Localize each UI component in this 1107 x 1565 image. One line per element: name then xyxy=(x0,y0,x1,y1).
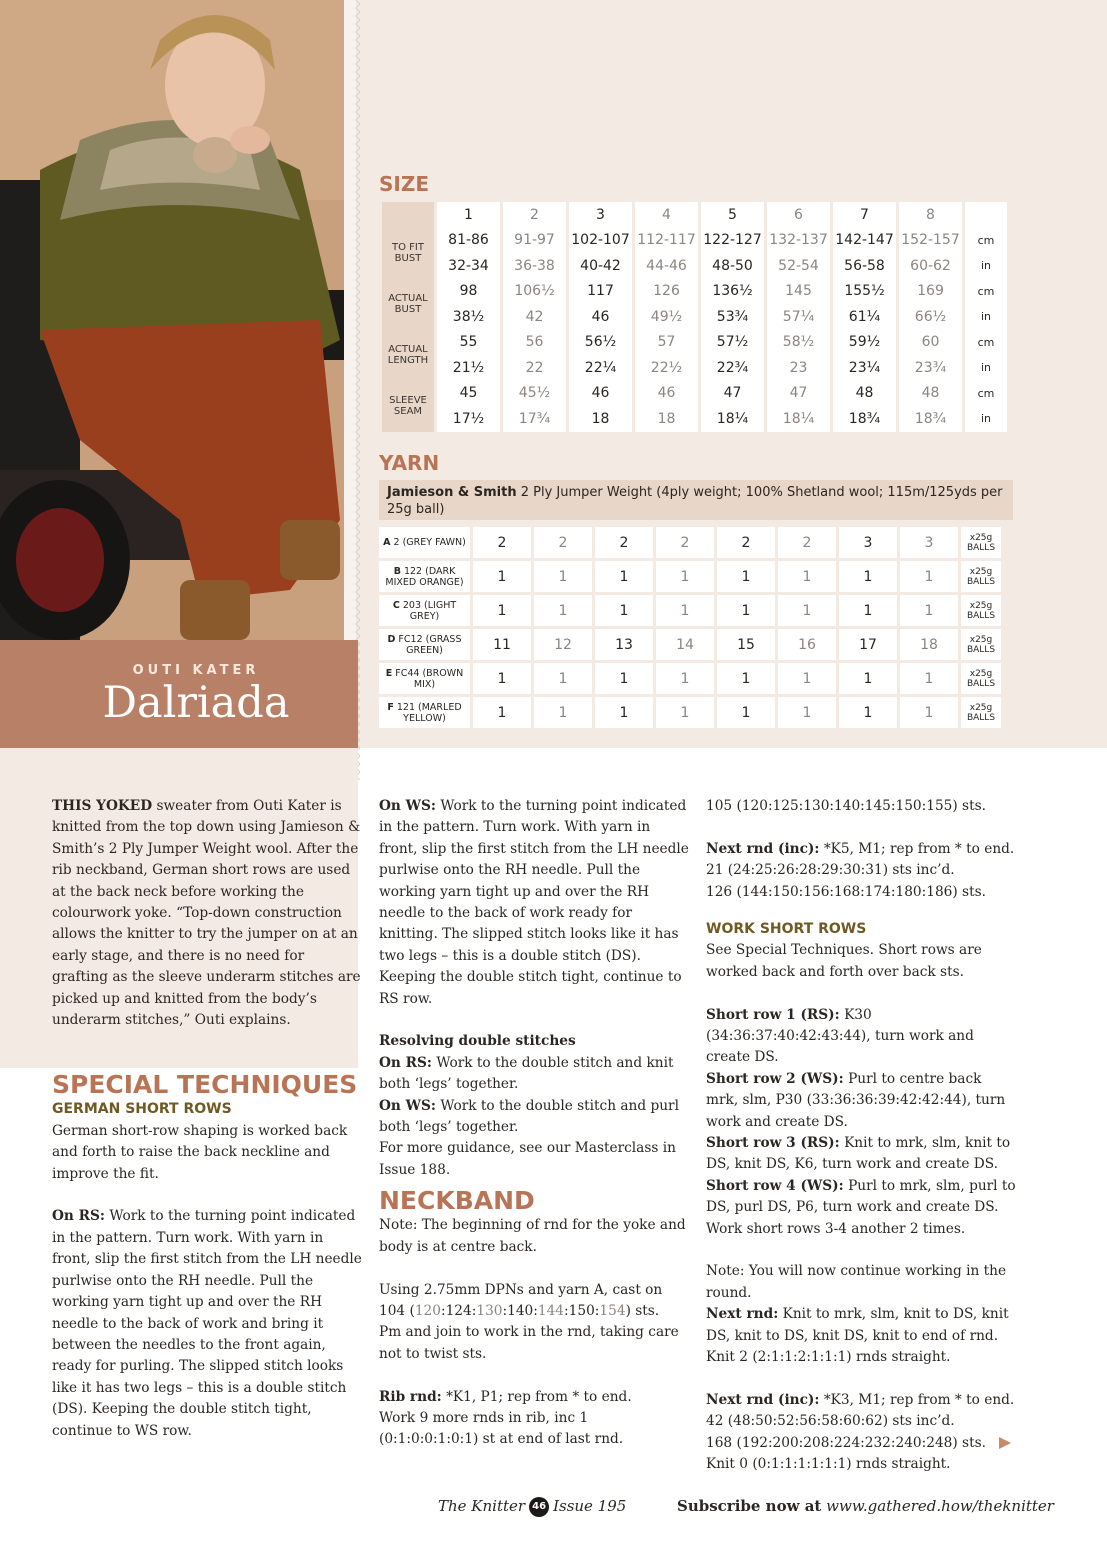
short-row-3 xyxy=(706,1133,1016,1176)
size-unit: cm xyxy=(965,228,1007,254)
size-cell: 18¾ xyxy=(899,406,962,432)
size-cell: 52-54 xyxy=(767,253,830,279)
yarn-cell: 1 xyxy=(900,697,958,728)
yarn-spec: 2 Ply Jumper Weight (4ply weight; 100% Shetland wool; 115m/125yds per 25g ball) xyxy=(387,485,1003,517)
yarn-cell: 1 xyxy=(778,561,836,592)
column-1 xyxy=(52,796,362,1442)
yarn-cell: 1 xyxy=(473,595,531,626)
size-header-row xyxy=(382,202,1007,228)
cast-on-post: ) sts. xyxy=(625,1302,660,1319)
size-cell: 47 xyxy=(701,381,764,407)
resolve-ws xyxy=(379,1096,691,1139)
cast-on-n2: 124 xyxy=(445,1302,472,1319)
subscribe-label: Subscribe now at xyxy=(677,1497,822,1515)
on-ws-text: Work to the turning point indicated in the pattern. Turn work. With yarn in front, slip the first stitch from the LH needle purlwise onto the RH needle. Pull the working yarn tight up and over the RH needle to the back of work ready for knitting. The slipped stitch looks like it has two legs – this is a double stitch (DS). Keeping the double stitch tight, continue to RS row. xyxy=(379,798,689,1007)
subscribe-url[interactable]: www.gathered.how/theknitter xyxy=(826,1497,1054,1515)
size-cell: 36-38 xyxy=(503,253,566,279)
rib-label: Rib rnd: xyxy=(379,1388,442,1405)
german-intro: German short-row shaping is worked back and forth to raise the back neckline and improve the fit. xyxy=(52,1122,348,1182)
yarn-row xyxy=(379,629,1001,660)
yarn-cell: 1 xyxy=(900,595,958,626)
yarn-cell: 13 xyxy=(595,629,653,660)
size-row xyxy=(382,253,1007,279)
size-column-header: 6 xyxy=(767,202,830,228)
yarn-shade-label xyxy=(379,595,470,626)
size-column-header: 3 xyxy=(569,202,632,228)
yarn-unit: x25g BALLS xyxy=(961,697,1001,728)
cast-on-n4: 140 xyxy=(507,1302,534,1319)
footer-subscribe xyxy=(677,1497,1054,1515)
on-ws-paragraph xyxy=(379,796,691,1010)
issue-label: Issue 195 xyxy=(553,1497,627,1515)
resolve-rs-text: Work to the double stitch and knit both ‘legs’ together. xyxy=(379,1054,674,1093)
yarn-shade-label xyxy=(379,663,470,694)
cast-on-instruction: Using 2.75mm DPNs and yarn A, cast on 104 (120:124:130:140:144:150:154) sts. xyxy=(379,1281,663,1319)
join-instruction: Pm and join to work in the rnd, taking care not to twist sts. xyxy=(379,1324,679,1362)
yarn-cell: 18 xyxy=(900,629,958,660)
size-cell: 46 xyxy=(569,304,632,330)
yarn-cell: 1 xyxy=(839,595,897,626)
sts-line: 126 (144:150:156:168:174:180:186) sts. xyxy=(706,883,986,900)
yarn-row xyxy=(379,595,1001,626)
yarn-brand: Jamieson & Smith xyxy=(387,485,517,500)
yarn-cell: 1 xyxy=(656,697,714,728)
knit-0: Knit 0 (0:1:1:1:1:1:1) rnds straight. xyxy=(706,1456,951,1473)
yarn-cell: 1 xyxy=(778,595,836,626)
next-rnd-3 xyxy=(706,1390,1016,1411)
on-rs-label: On RS: xyxy=(52,1208,105,1225)
yarn-shade-code: F xyxy=(387,701,394,713)
size-column-header: 4 xyxy=(635,202,698,228)
cast-on-n1: 120 xyxy=(414,1302,441,1319)
yarn-cell: 1 xyxy=(900,561,958,592)
german-short-rows-heading: GERMAN SHORT ROWS xyxy=(52,1101,232,1118)
yarn-cell: 1 xyxy=(534,663,592,694)
page-number-badge: 46 xyxy=(529,1497,549,1517)
size-cell: 56-58 xyxy=(833,253,896,279)
yarn-shade-name: 203 (LIGHT GREY) xyxy=(402,599,457,622)
yarn-cell: 1 xyxy=(656,561,714,592)
size-column-header: 8 xyxy=(899,202,962,228)
size-cell: 22 xyxy=(503,355,566,381)
inc-line-2: 42 (48:50:52:56:58:60:62) sts inc’d. xyxy=(706,1413,955,1430)
yarn-cell: 1 xyxy=(595,697,653,728)
yarn-cell: 2 xyxy=(595,527,653,558)
cast-on-n6: 150 xyxy=(568,1302,595,1319)
yarn-cell: 2 xyxy=(473,527,531,558)
size-unit: cm xyxy=(965,330,1007,356)
next-rnd-label: Next rnd (inc): xyxy=(706,840,820,857)
size-unit: in xyxy=(965,406,1007,432)
size-cell: 60-62 xyxy=(899,253,962,279)
size-cell: 17¾ xyxy=(503,406,566,432)
yarn-shade-label xyxy=(379,561,470,592)
size-cell: 126 xyxy=(635,279,698,305)
yarn-cell: 1 xyxy=(534,561,592,592)
yarn-row xyxy=(379,527,1001,558)
size-cell: 155½ xyxy=(833,279,896,305)
yarn-shade-label xyxy=(379,527,470,558)
size-cell: 48 xyxy=(899,381,962,407)
yarn-table xyxy=(376,524,1004,731)
yarn-unit: x25g BALLS xyxy=(961,663,1001,694)
yarn-shade-name: FC12 (GRASS GREEN) xyxy=(398,633,462,656)
yarn-shade-label xyxy=(379,629,470,660)
yarn-description xyxy=(379,480,1013,520)
size-cell: 57 xyxy=(635,330,698,356)
resolve-ws-text: Work to the double stitch and purl both ‘legs’ together. xyxy=(379,1097,679,1136)
yarn-shade-code: C xyxy=(392,599,400,611)
yarn-cell: 1 xyxy=(778,697,836,728)
size-cell: 48-50 xyxy=(701,253,764,279)
yarn-cell: 1 xyxy=(839,561,897,592)
repeat-instruction: Work short rows 3-4 another 2 times. xyxy=(706,1220,966,1237)
size-table xyxy=(379,202,1010,432)
size-cell: 59½ xyxy=(833,330,896,356)
column-2 xyxy=(379,796,691,1451)
on-ws-label: On WS: xyxy=(379,798,436,814)
yarn-cell: 1 xyxy=(534,595,592,626)
sr3-text: Knit to mrk, slm, knit to DS, knit DS, K6, turn work and create DS. xyxy=(706,1135,1011,1173)
size-heading: SIZE xyxy=(379,172,430,196)
yarn-cell: 1 xyxy=(839,663,897,694)
size-column-header: 2 xyxy=(503,202,566,228)
next-rnd3-label: Next rnd (inc): xyxy=(706,1391,820,1408)
yarn-shade-label xyxy=(379,697,470,728)
size-cell: 46 xyxy=(569,381,632,407)
size-row xyxy=(382,355,1007,381)
yarn-shade-name: 122 (DARK MIXED ORANGE) xyxy=(385,565,464,588)
yarn-row xyxy=(379,663,1001,694)
cast-on-pre: Using 2.75mm DPNs and yarn A, cast on 104 ( xyxy=(379,1281,663,1319)
short-row-2 xyxy=(706,1069,1016,1133)
size-cell: 81-86 xyxy=(437,228,500,254)
size-unit: in xyxy=(965,253,1007,279)
column-3 xyxy=(706,796,1016,1476)
resolve-rs xyxy=(379,1053,691,1096)
size-row xyxy=(382,228,1007,254)
size-cell: 152-157 xyxy=(899,228,962,254)
knit-2: Knit 2 (2:1:1:2:1:1:1) rnds straight. xyxy=(706,1349,951,1366)
size-cell: 45 xyxy=(437,381,500,407)
wsr-intro: See Special Techniques. Short rows are worked back and forth over back sts. xyxy=(706,942,982,980)
size-cell: 23¼ xyxy=(833,355,896,381)
next-rnd2-text: Knit to mrk, slm, knit to DS, knit DS, knit to DS, knit DS, knit to end of rnd. xyxy=(706,1306,1009,1344)
sr3-label: Short row 3 (RS): xyxy=(706,1135,840,1152)
designer-name: OUTI KATER xyxy=(132,663,260,678)
rib-text: *K1, P1; rep from * to end. xyxy=(446,1388,632,1405)
next-rnd2-label: Next rnd: xyxy=(706,1306,779,1323)
size-unit: cm xyxy=(965,381,1007,407)
size-cell: 46 xyxy=(635,381,698,407)
size-cell: 48 xyxy=(833,381,896,407)
neckband-result: 105 (120:125:130:140:145:150:155) sts. xyxy=(706,798,986,814)
size-unit: cm xyxy=(965,279,1007,305)
yarn-unit: x25g BALLS xyxy=(961,527,1001,558)
size-cell: 98 xyxy=(437,279,500,305)
inc-line: 21 (24:25:26:28:29:30:31) sts inc’d. xyxy=(706,862,955,879)
on-rs-paragraph xyxy=(52,1206,362,1441)
footer-magazine xyxy=(438,1497,626,1517)
size-cell: 17½ xyxy=(437,406,500,432)
yarn-cell: 2 xyxy=(534,527,592,558)
size-cell: 23 xyxy=(767,355,830,381)
size-cell: 23¾ xyxy=(899,355,962,381)
yarn-cell: 1 xyxy=(595,663,653,694)
cast-on-n3: 130 xyxy=(476,1302,503,1319)
yarn-heading: YARN xyxy=(379,451,440,475)
size-cell: 57¼ xyxy=(767,304,830,330)
size-cell: 21½ xyxy=(437,355,500,381)
yarn-cell: 1 xyxy=(473,561,531,592)
yarn-shade-name: 2 (GREY FAWN) xyxy=(393,537,466,548)
size-cell: 22¼ xyxy=(569,355,632,381)
resolving-heading xyxy=(379,1031,691,1052)
sr2-label: Short row 2 (WS): xyxy=(706,1070,844,1087)
yarn-cell: 3 xyxy=(839,527,897,558)
size-row-label: ACTUAL BUST xyxy=(382,279,434,330)
size-cell: 42 xyxy=(503,304,566,330)
size-cell: 32-34 xyxy=(437,253,500,279)
magazine-name: The Knitter xyxy=(438,1497,526,1515)
size-cell: 122-127 xyxy=(701,228,764,254)
continue-arrow-icon xyxy=(999,1437,1011,1449)
special-techniques-heading: SPECIAL TECHNIQUES xyxy=(52,1070,358,1100)
size-cell: 117 xyxy=(569,279,632,305)
intro-text: sweater from Outi Kater is knitted from the top down using Jamieson & Smith’s 2 Ply Jumper Weight wool. After the rib neckband, German short rows are used at the back neck before working the colourwork yoke. “Top-down construction allows the knitter to try the jumper on at an early stage, and there is no need for grafting as the sleeve underarm stitches are picked up and knitted from the body’s underarm stitches,” Outi explains. xyxy=(52,798,361,1029)
yarn-cell: 14 xyxy=(656,629,714,660)
next-rnd-inc xyxy=(706,839,1016,860)
rib-round xyxy=(379,1387,691,1408)
size-unit: in xyxy=(965,355,1007,381)
size-cell: 45½ xyxy=(503,381,566,407)
yarn-cell: 1 xyxy=(473,663,531,694)
yarn-cell: 2 xyxy=(717,527,775,558)
next-rnd3-text: *K3, M1; rep from * to end. xyxy=(823,1391,1015,1408)
yarn-cell: 1 xyxy=(717,595,775,626)
yarn-cell: 1 xyxy=(473,697,531,728)
size-column-header: 7 xyxy=(833,202,896,228)
size-cell: 102-107 xyxy=(569,228,632,254)
yarn-cell: 11 xyxy=(473,629,531,660)
short-row-1 xyxy=(706,1005,1016,1069)
size-cell: 18¼ xyxy=(767,406,830,432)
size-cell: 142-147 xyxy=(833,228,896,254)
yarn-cell: 15 xyxy=(717,629,775,660)
on-rs-text: Work to the turning point indicated in the pattern. Turn work. With yarn in front, slip the first stitch from the LH needle purlwise onto the RH needle. Pull the working yarn tight up and over the RH needle to the back of work and bring it between the needles to the front again, ready for purling. The slipped stitch looks like it has two legs – this is a double stitch (DS). Keeping the double stitch tight, continue to WS row. xyxy=(52,1208,362,1439)
yarn-unit: x25g BALLS xyxy=(961,561,1001,592)
yarn-cell: 1 xyxy=(717,663,775,694)
yarn-cell: 1 xyxy=(717,561,775,592)
yarn-shade-code: B xyxy=(393,565,401,577)
sr1-text: K30 (34:36:37:40:42:43:44), turn work and create DS. xyxy=(706,1006,974,1066)
size-cell: 18 xyxy=(635,406,698,432)
yarn-cell: 1 xyxy=(778,663,836,694)
size-cell: 44-46 xyxy=(635,253,698,279)
yarn-cell: 1 xyxy=(717,697,775,728)
yarn-cell: 1 xyxy=(839,697,897,728)
size-cell: 22½ xyxy=(635,355,698,381)
model-photo xyxy=(0,0,346,640)
size-cell: 49½ xyxy=(635,304,698,330)
neckband-heading: NECKBAND xyxy=(379,1186,535,1216)
size-cell: 47 xyxy=(767,381,830,407)
yarn-unit: x25g BALLS xyxy=(961,629,1001,660)
round-note: Note: You will now continue working in the round. xyxy=(706,1263,1007,1301)
pattern-title: Dalriada xyxy=(102,678,290,728)
size-cell: 22¾ xyxy=(701,355,764,381)
size-unit-blank xyxy=(965,202,1007,228)
next-rnd-2 xyxy=(706,1304,1016,1347)
yarn-cell: 1 xyxy=(534,697,592,728)
yarn-row xyxy=(379,561,1001,592)
yarn-shade-code: D xyxy=(387,633,396,645)
masterclass-note: For more guidance, see our Masterclass in Issue 188. xyxy=(379,1140,676,1178)
yarn-cell: 2 xyxy=(656,527,714,558)
size-cell: 112-117 xyxy=(635,228,698,254)
cast-on-n7: 154 xyxy=(599,1302,626,1319)
yarn-shade-name: FC44 (BROWN MIX) xyxy=(395,667,464,690)
yarn-shade-code: A xyxy=(383,537,391,548)
size-cell: 132-137 xyxy=(767,228,830,254)
work-short-rows-heading: WORK SHORT ROWS xyxy=(706,921,867,938)
yarn-cell: 3 xyxy=(900,527,958,558)
size-cell: 56½ xyxy=(569,330,632,356)
size-cell: 38½ xyxy=(437,304,500,330)
size-cell: 57½ xyxy=(701,330,764,356)
intro-lead: THIS YOKED xyxy=(52,798,153,814)
size-cell: 56 xyxy=(503,330,566,356)
resolving-heading-text: Resolving double stitches xyxy=(379,1033,576,1050)
size-row xyxy=(382,304,1007,330)
size-unit: in xyxy=(965,304,1007,330)
resolve-ws-label: On WS: xyxy=(379,1097,436,1114)
size-cell: 145 xyxy=(767,279,830,305)
sts-line-2: 168 (192:200:208:224:232:240:248) sts. xyxy=(706,1434,986,1451)
size-column-header: 1 xyxy=(437,202,500,228)
size-column-header: 5 xyxy=(701,202,764,228)
sr2-text: Purl to centre back mrk, slm, P30 (33:36:36:39:42:42:44), turn work and create DS. xyxy=(706,1070,1006,1130)
size-cell: 18¾ xyxy=(833,406,896,432)
size-cell: 53¾ xyxy=(701,304,764,330)
size-row xyxy=(382,330,1007,356)
cast-on-n5: 144 xyxy=(537,1302,565,1319)
rib-more: Work 9 more rnds in rib, inc 1 (0:1:0:0:1:0:1) st at end of last rnd. xyxy=(379,1409,624,1448)
size-row xyxy=(382,279,1007,305)
yarn-shade-name: 121 (MARLED YELLOW) xyxy=(396,701,462,724)
yarn-cell: 16 xyxy=(778,629,836,660)
yarn-cell: 2 xyxy=(778,527,836,558)
yarn-cell: 1 xyxy=(656,595,714,626)
size-cell: 18 xyxy=(569,406,632,432)
size-cell: 66½ xyxy=(899,304,962,330)
size-row xyxy=(382,406,1007,432)
short-row-4 xyxy=(706,1176,1016,1219)
size-cell: 55 xyxy=(437,330,500,356)
neckband-note: Note: The beginning of rnd for the yoke and body is at centre back. xyxy=(379,1217,686,1255)
yarn-cell: 12 xyxy=(534,629,592,660)
yarn-unit: x25g BALLS xyxy=(961,595,1001,626)
size-cell: 91-97 xyxy=(503,228,566,254)
size-cell: 58½ xyxy=(767,330,830,356)
yarn-cell: 17 xyxy=(839,629,897,660)
yarn-cell: 1 xyxy=(595,561,653,592)
yarn-cell: 1 xyxy=(900,663,958,694)
resolve-rs-label: On RS: xyxy=(379,1054,432,1071)
size-row-label: ACTUAL LENGTH xyxy=(382,330,434,381)
sr4-label: Short row 4 (WS): xyxy=(706,1177,844,1194)
size-cell: 106½ xyxy=(503,279,566,305)
size-corner xyxy=(382,202,434,228)
sr1-label: Short row 1 (RS): xyxy=(706,1006,840,1023)
next-rnd-text: *K5, M1; rep from * to end. xyxy=(823,840,1015,857)
sr4-text: Purl to mrk, slm, purl to DS, purl DS, P6, turn work and create DS. xyxy=(706,1177,1016,1216)
yarn-row xyxy=(379,697,1001,728)
size-cell: 61¼ xyxy=(833,304,896,330)
size-cell: 18¼ xyxy=(701,406,764,432)
size-row-label: TO FIT BUST xyxy=(382,228,434,279)
size-cell: 40-42 xyxy=(569,253,632,279)
size-cell: 169 xyxy=(899,279,962,305)
yarn-cell: 1 xyxy=(656,663,714,694)
size-cell: 60 xyxy=(899,330,962,356)
size-row-label: SLEEVE SEAM xyxy=(382,381,434,432)
yarn-shade-code: E xyxy=(385,667,393,679)
intro-paragraph xyxy=(52,796,362,1031)
size-cell: 136½ xyxy=(701,279,764,305)
size-row xyxy=(382,381,1007,407)
yarn-cell: 1 xyxy=(595,595,653,626)
